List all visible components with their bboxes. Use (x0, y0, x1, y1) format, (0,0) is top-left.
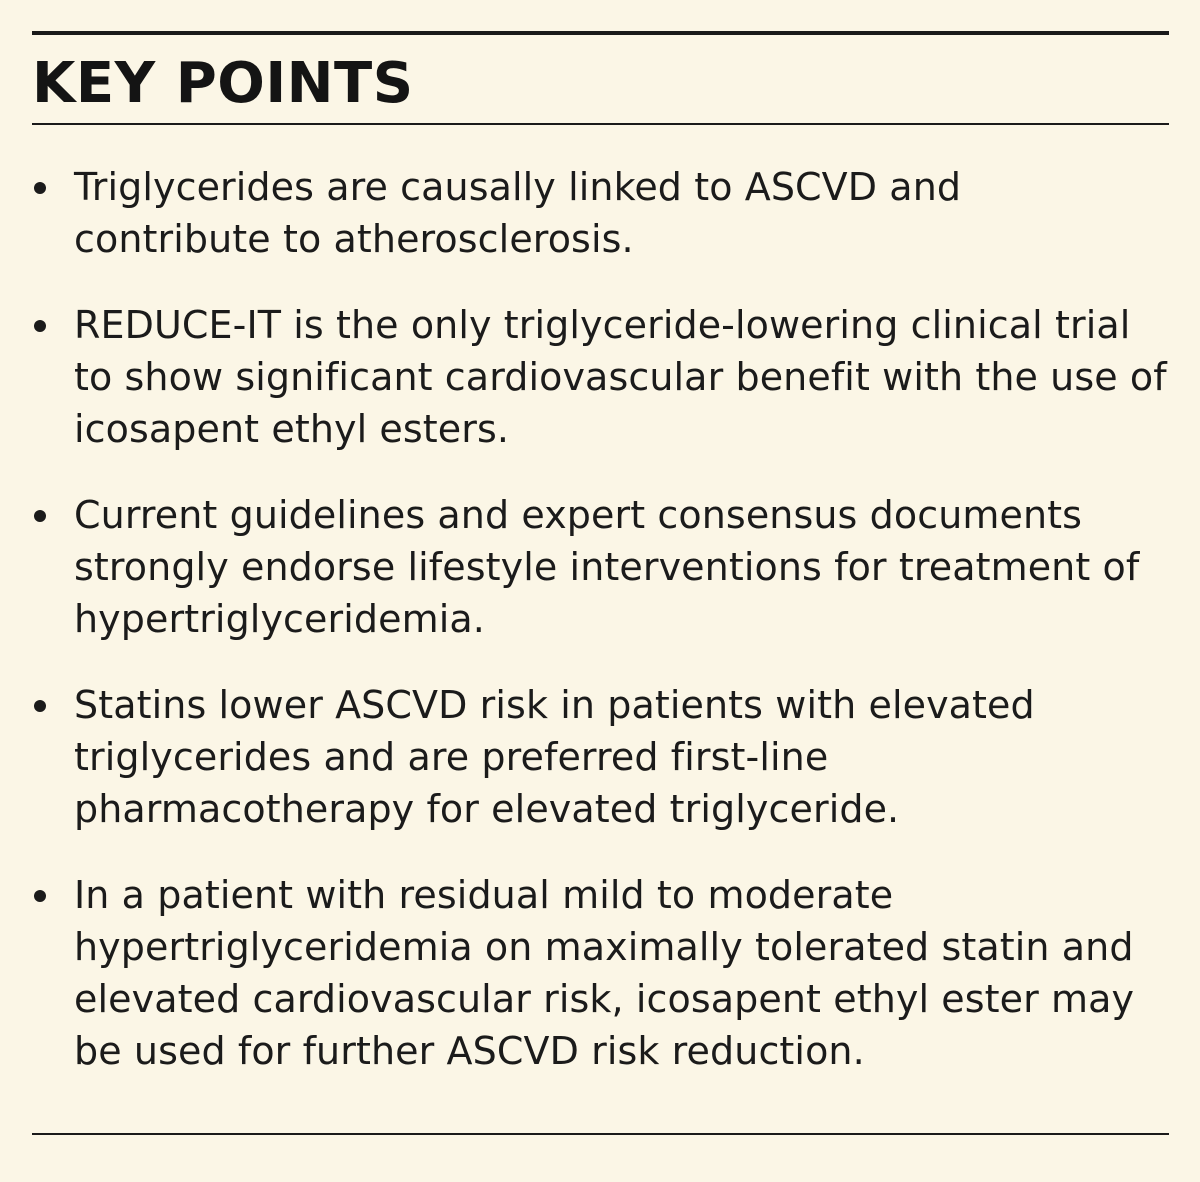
top-rule (32, 31, 1169, 35)
key-points-list (32, 161, 1169, 1111)
bullet-icon (34, 890, 46, 902)
key-point-text: REDUCE-IT is the only triglyceride-lowering clinical trial to show significant cardiovascular benefit with the use of icosapent ethyl esters. (74, 303, 1167, 451)
bullet-icon (34, 182, 46, 194)
key-point-item (32, 679, 1169, 835)
bullet-icon (34, 510, 46, 522)
key-point-text: Current guidelines and expert consensus documents strongly endorse lifestyle interventions for treatment of hypertriglyceridemia. (74, 493, 1140, 641)
key-point-item (32, 489, 1169, 645)
key-points-title: KEY POINTS (32, 51, 414, 116)
title-rule (32, 123, 1169, 125)
key-point-text: Triglycerides are causally linked to ASCVD and contribute to atherosclerosis. (74, 165, 962, 261)
key-point-text: In a patient with residual mild to moderate hypertriglyceridemia on maximally tolerated statin and elevated cardiovascular risk, icosapent ethyl ester may be used for further ASCVD risk reduction. (74, 873, 1135, 1073)
key-point-item (32, 869, 1169, 1077)
key-point-item (32, 299, 1169, 455)
key-point-item (32, 161, 1169, 265)
key-points-box (32, 31, 1169, 1136)
key-point-text: Statins lower ASCVD risk in patients with elevated triglycerides and are preferred first-line pharmacotherapy for elevated triglyceride. (74, 683, 1035, 831)
bottom-rule (32, 1133, 1169, 1135)
bullet-icon (34, 320, 46, 332)
bullet-icon (34, 700, 46, 712)
